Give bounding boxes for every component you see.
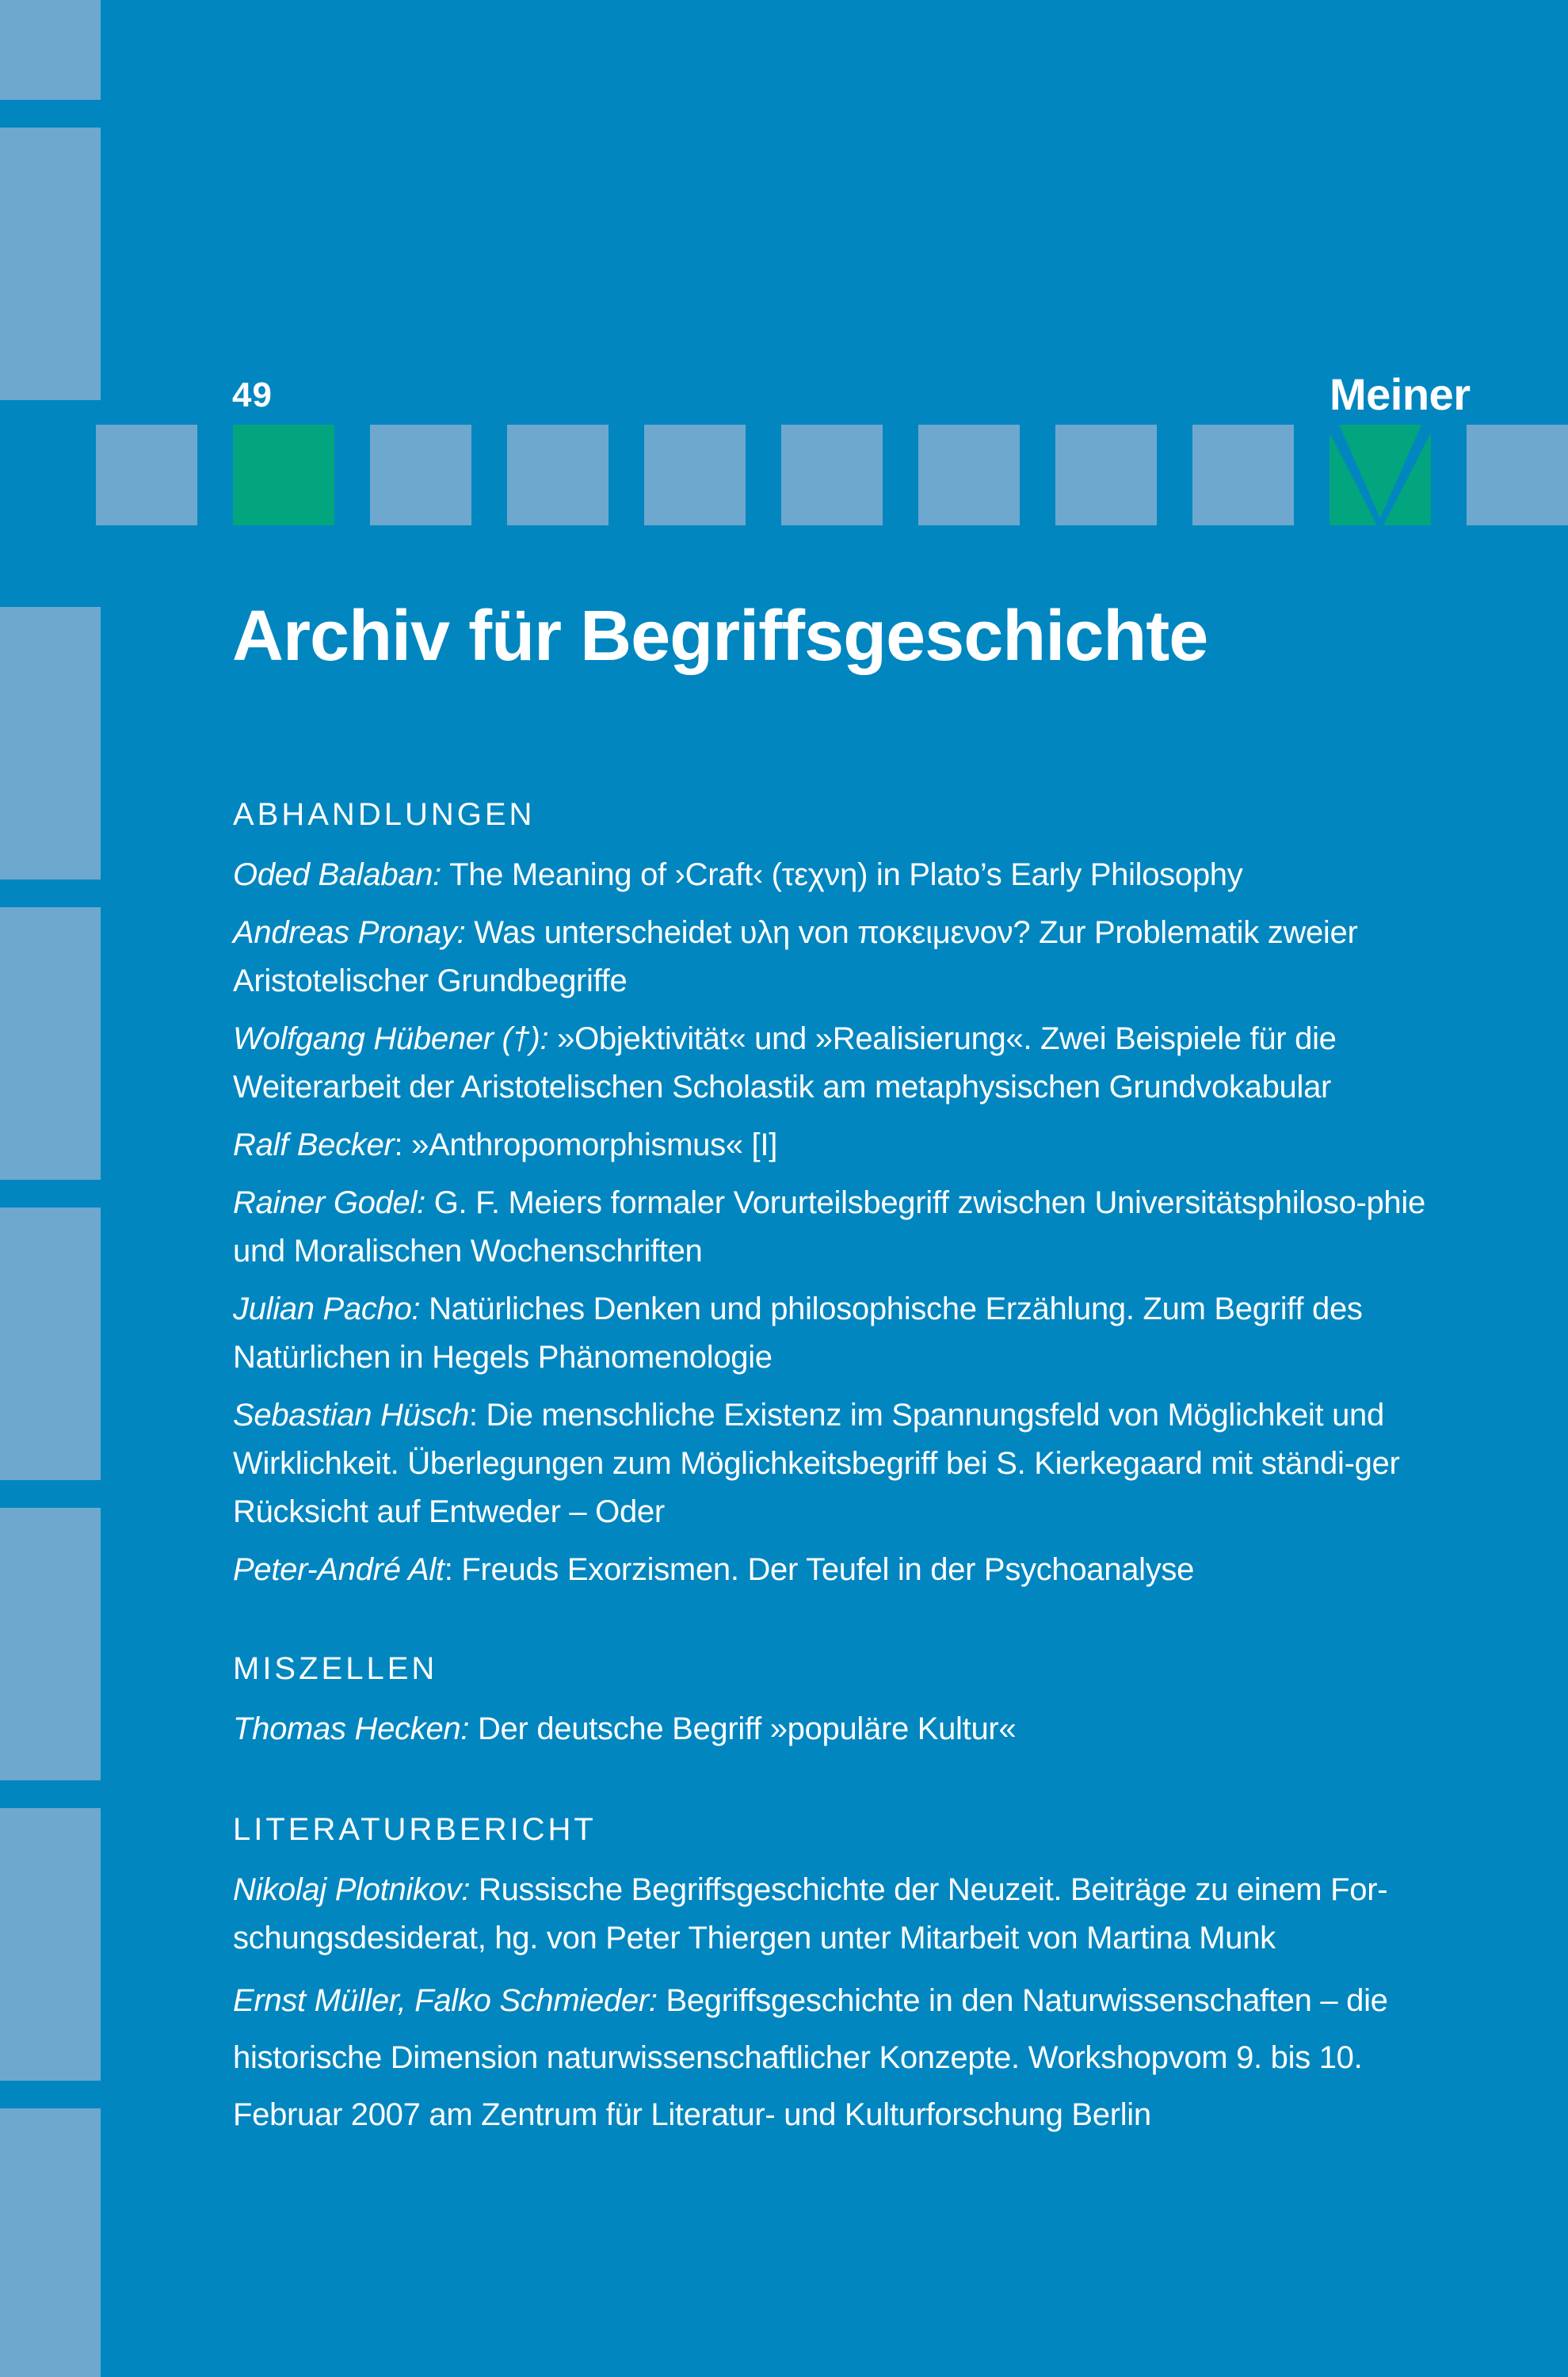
strip-block <box>0 0 101 100</box>
entry-title: : »Anthropomorphismus« [I] <box>394 1127 778 1162</box>
toc-entry <box>233 1285 1469 1382</box>
toc-entry <box>233 1179 1469 1276</box>
strip-block <box>0 1508 101 1780</box>
row-square <box>918 425 1020 525</box>
entry-author: Nikolaj Plotnikov: <box>233 1872 471 1907</box>
section-miszellen <box>233 1646 1469 1753</box>
entry-author: Julian Pacho: <box>233 1292 421 1326</box>
entry-title: Begriffsgeschichte in den Naturwissenschaften – die historische Dimension naturwissenschaftlicher Konzepte. Workshopvom 9. bis 10. Februar 2007 am Zentrum für Literatur- und Kulturforschung Berlin <box>233 1983 1388 2132</box>
toc-entry <box>233 1705 1469 1753</box>
entry-author: Ernst Müller, Falko Schmieder: <box>233 1983 658 2018</box>
toc-entry <box>233 851 1469 899</box>
entry-title: Russische Begriffsgeschichte der Neuzeit. Beiträge zu einem For-schungsdesiderat, hg. von Peter Thiergen unter Mitarbeit von Martina Munk <box>233 1872 1388 1955</box>
strip-block <box>0 128 101 400</box>
entry-title: : Freuds Exorzismen. Der Teufel in der Psychoanalyse <box>444 1552 1195 1587</box>
meiner-m-logo-icon <box>1330 425 1431 525</box>
issue-number: 49 <box>232 376 273 414</box>
journal-title: Archiv für Begriffsgeschichte <box>232 597 1208 676</box>
toc-entry <box>233 909 1469 1005</box>
entry-title: Der deutsche Begriff »populäre Kultur« <box>469 1711 1017 1746</box>
entry-title: Natürliches Denken und philosophische Erzählung. Zum Begriff des Natürlichen in Hegels Phänomenologie <box>233 1292 1363 1375</box>
row-square <box>781 425 883 525</box>
table-of-contents <box>233 792 1469 2196</box>
strip-block <box>0 2108 101 2377</box>
entry-title: »Objektivität« und »Realisierung«. Zwei Beispiele für die Weiterarbeit der Aristotelischen Scholastik am metaphysischen Grundvokabular <box>233 1021 1337 1105</box>
row-square-issue-marker <box>233 425 334 525</box>
strip-block <box>0 907 101 1180</box>
row-square <box>1467 425 1568 525</box>
toc-entry <box>233 1972 1469 2143</box>
entry-author: Wolfgang Hübener (†): <box>233 1021 549 1056</box>
row-square <box>507 425 609 525</box>
entry-title: : Die menschliche Existenz im Spannungsfeld von Möglichkeit und Wirklichkeit. Überlegungen zum Möglichkeitsbegriff bei S. Kierkegaard mit ständi-ger Rücksicht auf Entweder – Oder <box>233 1398 1400 1529</box>
section-heading: MISZELLEN <box>233 1651 438 1686</box>
section-heading: LITERATURBERICHT <box>233 1812 597 1847</box>
row-square <box>644 425 746 525</box>
toc-entry <box>233 1391 1469 1536</box>
entry-author: Ralf Becker <box>233 1127 395 1162</box>
toc-entry <box>233 1866 1469 1963</box>
strip-block <box>0 607 101 879</box>
row-square <box>370 425 471 525</box>
section-abhandlungen <box>233 792 1469 1594</box>
entry-author: Oded Balaban: <box>233 857 441 892</box>
section-heading: ABHANDLUNGEN <box>233 797 536 832</box>
section-literaturbericht <box>233 1807 1469 2143</box>
toc-entry <box>233 1015 1469 1112</box>
entry-author: Sebastian Hüsch <box>233 1398 469 1433</box>
entry-title: The Meaning of ›Craft‹ (τεχνη) in Plato’s Early Philosophy <box>441 857 1243 892</box>
entry-author: Thomas Hecken: <box>233 1711 470 1746</box>
row-square <box>96 425 197 525</box>
entry-author: Andreas Pronay: <box>233 915 466 950</box>
publisher-name: Meiner <box>1330 369 1471 419</box>
entry-title: Was unterscheidet υλη von ποκειμενον? Zur Problematik zweier Aristotelischer Grundbegriffe <box>233 915 1358 998</box>
entry-title: G. F. Meiers formaler Vorurteilsbegriff zwischen Universitätsphiloso-phie und Moralischen Wochenschriften <box>233 1185 1425 1269</box>
entry-author: Peter-André Alt <box>233 1552 444 1587</box>
toc-entry <box>233 1121 1469 1169</box>
row-square <box>1055 425 1157 525</box>
strip-block <box>0 1208 101 1480</box>
row-square <box>1192 425 1294 525</box>
strip-block <box>0 1808 101 2081</box>
entry-author: Rainer Godel: <box>233 1185 425 1220</box>
toc-entry <box>233 1546 1469 1594</box>
